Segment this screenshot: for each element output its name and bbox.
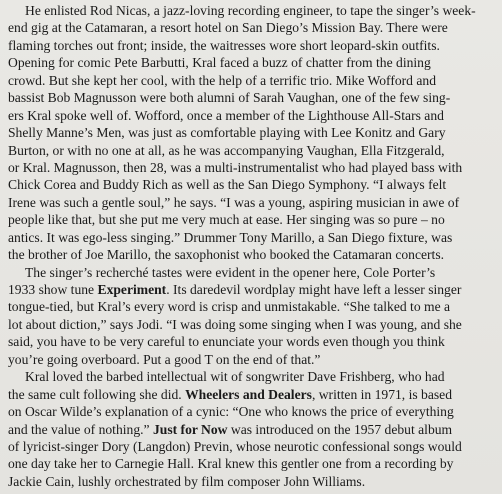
- text-line: [8, 351, 496, 368]
- text-segment: bassist Bob Magnusson were both alumni of Sarah Vaughan, one of the few sing-: [8, 90, 451, 106]
- text-line: [8, 438, 496, 455]
- text-segment: of lyricist-singer Dory (Langdon) Previn, whose neurotic confessional songs would: [8, 438, 462, 454]
- text-segment: Burton, or with no one at all, as he was accompanying Vaughan, Ella Fitzgerald,: [8, 142, 445, 158]
- text-line: [8, 19, 496, 36]
- text-line: [8, 176, 496, 193]
- text-segment: and the value of nothing.”: [8, 421, 153, 437]
- text-segment: Opening for comic Pete Barbutti, Kral faced a buzz of chatter from the dining: [8, 55, 431, 71]
- text-segment: The singer’s recherché tastes were evident in the opener here, Cole Porter’s: [25, 264, 436, 280]
- text-line: [8, 142, 496, 159]
- text-segment: end gig at the Catamaran, a resort hotel on San Diego’s Mission Bay. There were: [8, 20, 448, 36]
- text-line: [8, 473, 496, 490]
- text-line: [8, 194, 496, 211]
- song-title: Just for Now: [152, 421, 228, 437]
- text-segment: crowd. But she kept her cool, with the help of a terrific trio. Mike Wofford and: [8, 72, 437, 88]
- text-line: [8, 2, 496, 19]
- text-segment: or Kral. Magnusson, then 28, was a multi-instrumentalist who had played bass with: [8, 159, 463, 175]
- text-line: [8, 211, 496, 228]
- text-segment: you’re going overboard. Put a good T on the end of that.”: [8, 351, 321, 367]
- text-line: [8, 455, 496, 472]
- text-segment: one day take her to Carnegie Hall. Kral knew this gentler one from a recording by: [8, 456, 454, 472]
- text-segment: the same cult following she did.: [8, 386, 186, 402]
- text-segment: people like that, but she put me very much at ease. Her singing was so pure – no: [8, 212, 445, 228]
- text-line: [8, 368, 496, 385]
- text-segment: , written in 1971, is based: [311, 386, 453, 402]
- text-segment: Shelly Manne’s Men, was just as comfortable playing with Lee Konitz and Gary: [8, 125, 446, 141]
- text-line: [8, 124, 496, 141]
- text-segment: Kral loved the barbed intellectual wit of songwriter Dave Frishberg, who had: [25, 369, 445, 385]
- text-line: [8, 298, 496, 315]
- text-line: [8, 281, 496, 298]
- song-title: Experiment: [97, 282, 167, 297]
- text-segment: was introduced on the 1957 debut album: [227, 421, 453, 437]
- text-line: [8, 229, 496, 246]
- text-segment: flaming torches out front; inside, the waitresses wore short leopard-skin outfits.: [8, 37, 440, 53]
- text-segment: ers Kral spoke well of. Wofford, once a member of the Lighthouse All-Stars and: [8, 107, 444, 123]
- text-line: [8, 264, 496, 281]
- text-segment: the brother of Joe Marillo, the saxophonist who booked the Catamaran concerts.: [8, 247, 445, 263]
- text-segment: . Its daredevil wordplay might have left a lesser singer: [166, 282, 462, 297]
- text-line: [8, 246, 496, 263]
- text-line: [8, 403, 496, 420]
- text-line: [8, 37, 496, 54]
- text-segment: antics. It was ego-less singing.” Drummer Tony Marillo, a San Diego fixture, was: [8, 229, 453, 245]
- text-line: [8, 72, 496, 89]
- text-segment: tongue-tied, but Kral’s every word is crisp and unmistakable. “She talked to me a: [8, 299, 451, 315]
- text-line: [8, 333, 496, 350]
- text-line: [8, 107, 496, 124]
- text-segment: Irene was such a gentle soul,” he says. “I was a young, aspiring musician in awe of: [8, 194, 460, 210]
- text-line: [8, 159, 496, 176]
- text-segment: Chick Corea and Buddy Rich as well as the San Diego Symphony. “I always felt: [8, 177, 447, 193]
- text-line: [8, 54, 496, 71]
- text-segment: on Oscar Wilde’s explanation of a cynic: “One who knows the price of everything: [8, 404, 454, 420]
- text-line: [8, 89, 496, 106]
- text-segment: lot about diction,” says Jodi. “I was doing some singing when I was young, and she: [8, 316, 462, 332]
- text-line: [8, 316, 496, 333]
- text-line: [8, 386, 496, 403]
- text-segment: He enlisted Rod Nicas, a jazz-loving recording engineer, to tape the singer’s week-: [25, 3, 476, 18]
- song-title: Wheelers and Dealers: [185, 386, 312, 402]
- text-segment: Jackie Cain, lushly orchestrated by film composer John Williams.: [8, 473, 366, 489]
- text-line: [8, 421, 496, 438]
- text-segment: 1933 show tune: [8, 282, 98, 297]
- article-body: [8, 2, 496, 490]
- text-segment: said, you have to be very careful to enunciate your words even though you think: [8, 334, 445, 350]
